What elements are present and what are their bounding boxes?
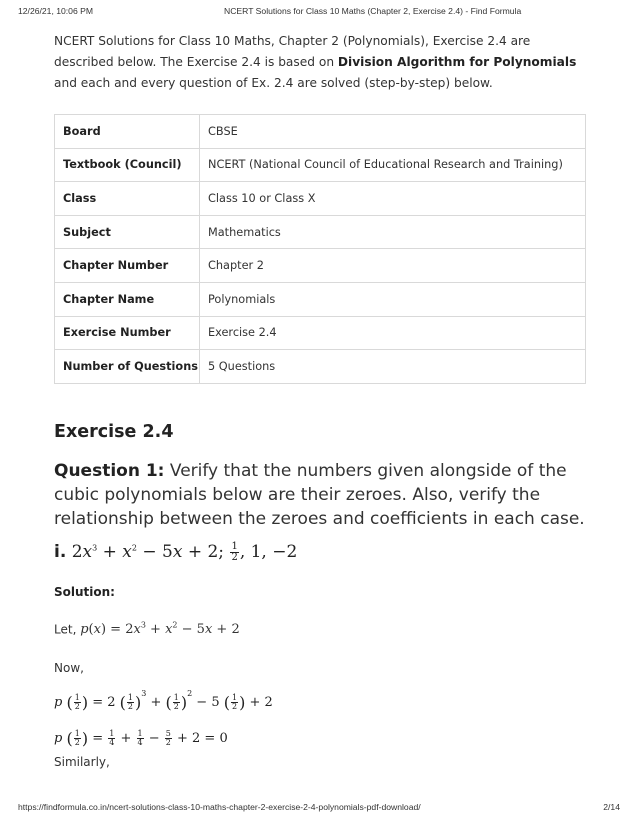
info-table-row — [55, 215, 586, 249]
intro-bold-topic: Division Algorithm for Polynomials — [337, 55, 577, 69]
info-table-value: Mathematics — [200, 215, 586, 249]
part-i-expression: $2x^3 + x^2 - 5x + 2$; $\frac{1}{2}$ — [71, 540, 238, 563]
info-table-value: Class 10 or Class X — [200, 182, 586, 216]
info-table-key: Chapter Number — [55, 249, 200, 283]
equation-1: p ( $\frac{1}{2}$ ) = 2 ( $\frac{1}{2}$ ) $^3$ + ( $\frac{1}{2}$ ) $^2$ − 5 ( $\frac{1}{2}$ ) + 2 — [54, 689, 273, 712]
question-1-text: Verify that the numbers given alongside of the cubic polynomials below are their zeroes. Also, verify the relationship between the zeroes and coefficients in each case. — [54, 460, 585, 529]
info-table-row — [55, 182, 586, 216]
info-table-value: NCERT (National Council of Educational Research and Training) — [200, 148, 586, 182]
info-table-value: CBSE — [200, 115, 586, 149]
question-1 — [54, 459, 590, 531]
page-number: 2/14 — [603, 802, 620, 812]
info-table — [54, 114, 586, 384]
solution-label: Solution: — [54, 584, 115, 599]
similarly-label: Similarly, — [54, 755, 110, 770]
info-table-key: Board — [55, 115, 200, 149]
print-url: https://findformula.co.in/ncert-solutions-class-10-maths-chapter-2-exercise-2-4-polynomials-pdf-download/ — [18, 802, 421, 812]
let-expression: $p(x) = 2x^3 + x^2 - 5x + 2$ — [80, 620, 240, 638]
intro-paragraph — [54, 31, 590, 94]
now-label: Now, — [54, 661, 84, 676]
question-1-label: Question 1: — [54, 460, 165, 481]
article-content — [54, 31, 590, 769]
print-footer — [18, 802, 620, 816]
intro-text-before: NCERT Solutions for Class 10 Maths, Chapter 2 (Polynomials), Exercise 2.4 are described below. The Exercise 2.4 is based on — [54, 34, 531, 69]
info-table-value: Polynomials — [200, 282, 586, 316]
info-table-key: Class — [55, 182, 200, 216]
info-table-row — [55, 282, 586, 316]
let-line — [54, 621, 590, 637]
part-i-polynomial — [54, 542, 590, 563]
info-table-value: 5 Questions — [200, 350, 586, 384]
info-table-row — [55, 249, 586, 283]
intro-text-after: and each and every question of Ex. 2.4 are solved (step-by-step) below. — [54, 76, 493, 90]
let-label: Let, — [54, 622, 77, 637]
part-i-zeroes: , 1, −2 — [239, 541, 298, 562]
info-table-key: Exercise Number — [55, 316, 200, 350]
info-table-row — [55, 115, 586, 149]
equation-2: p ( $\frac{1}{2}$ ) = $\frac{1}{4}$ + $\frac{1}{4}$ − $\frac{5}{2}$ + 2 = 0 — [54, 728, 228, 748]
info-table-key: Textbook (Council) — [55, 148, 200, 182]
part-i-label: i. — [54, 541, 67, 562]
info-table-row — [55, 316, 586, 350]
print-datetime: 12/26/21, 10:06 PM — [18, 6, 94, 16]
info-table-value: Chapter 2 — [200, 249, 586, 283]
info-table-row — [55, 350, 586, 384]
info-table-value: Exercise 2.4 — [200, 316, 586, 350]
exercise-heading: Exercise 2.4 — [54, 421, 174, 442]
info-table-key: Subject — [55, 215, 200, 249]
info-table-key: Number of Questions — [55, 350, 200, 384]
info-table-key: Chapter Name — [55, 282, 200, 316]
print-header — [18, 6, 620, 22]
info-table-row — [55, 148, 586, 182]
print-doc-title: NCERT Solutions for Class 10 Maths (Chapter 2, Exercise 2.4) - Find Formula — [224, 6, 522, 16]
